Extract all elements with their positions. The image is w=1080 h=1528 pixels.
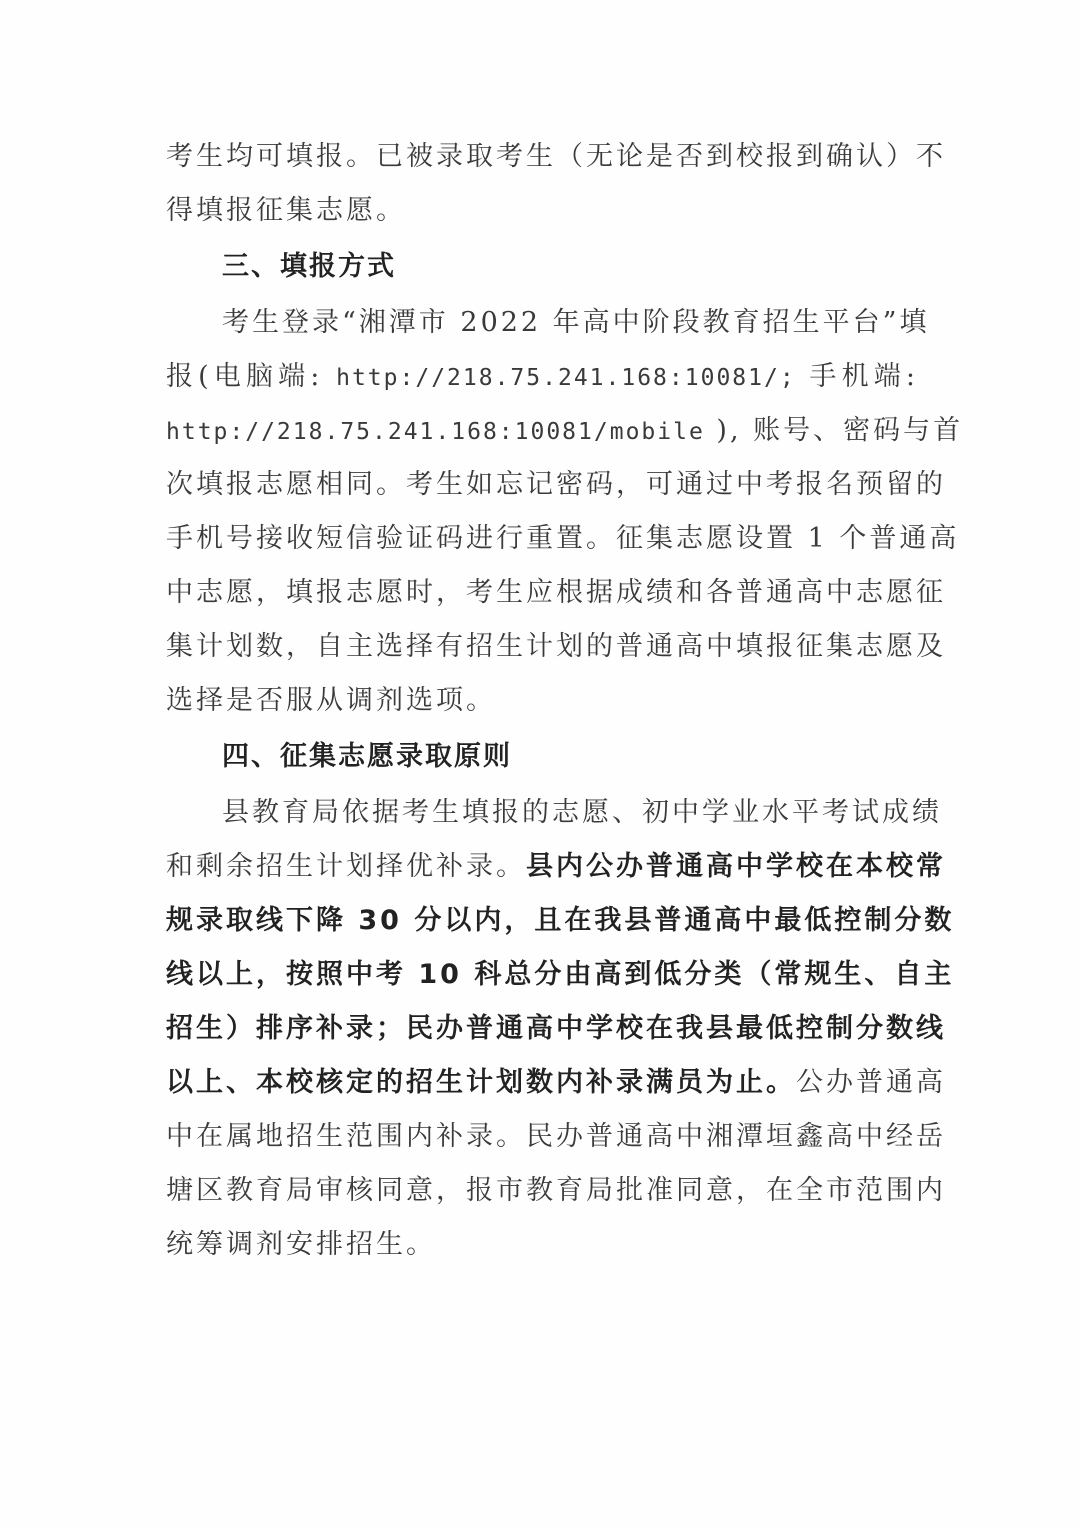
paragraph-line: 中在属地招生范围内补录。民办普通高中湘潭垣鑫高中经岳	[166, 1121, 946, 1152]
paragraph-line: 手机号接收短信验证码进行重置。征集志愿设置 1 个普通高	[166, 523, 960, 554]
paragraph-line: 统筹调剂安排招生。	[166, 1229, 436, 1260]
paragraph-line: 集计划数，自主选择有招生计划的普通高中填报征集志愿及	[166, 631, 946, 662]
text-segment: 报(电脑端:	[166, 361, 323, 392]
paragraph-line: 选择是否服从调剂选项。	[166, 685, 496, 716]
paragraph-line: 县教育局依据考生填报的志愿、初中学业水平考试成绩	[222, 797, 942, 828]
paragraph-line	[166, 840, 946, 894]
paragraph-line: 得填报征集志愿。	[166, 195, 406, 226]
bold-text-segment: 招生）排序补录；民办普通高中学校在我县最低控制分数线	[166, 1013, 946, 1044]
desktop-url-link[interactable]: http://218.75.241.168:10081/;	[336, 365, 796, 391]
paragraph-line: 次填报志愿相同。考生如忘记密码，可通过中考报名预留的	[166, 469, 946, 500]
paragraph-line: 考生均可填报。已被录取考生（无论是否到校报到确认）不	[166, 141, 946, 172]
bold-text-segment: 县内公办普通高中学校在本校常	[526, 851, 946, 882]
paragraph-line: 中志愿，填报志愿时，考生应根据成绩和各普通高中志愿征	[166, 577, 946, 608]
bold-text-segment: 以上、本校核定的招生计划数内补录满员为止。	[166, 1067, 796, 1098]
text-segment: 和剩余招生计划择优补录。	[166, 851, 526, 882]
text-segment: ), 账号、密码与首	[716, 415, 964, 446]
bold-text-segment: 规录取线下降 30 分以内，且在我县普通高中最低控制分数	[166, 905, 955, 936]
bold-text-segment: 线以上，按照中考 10 科总分由高到低分类（常规生、自主	[166, 959, 955, 990]
section-heading-3: 三、填报方式	[222, 251, 396, 282]
document-body	[166, 130, 964, 1272]
mobile-url-link[interactable]: http://218.75.241.168:10081/mobile	[166, 419, 705, 445]
text-segment: 手机端:	[809, 361, 918, 392]
text-segment: 公办普通高	[796, 1067, 946, 1098]
paragraph-line: 考生登录“湘潭市 2022 年高中阶段教育招生平台”填	[222, 307, 930, 338]
paragraph-line: 塘区教育局审核同意，报市教育局批准同意，在全市范围内	[166, 1175, 946, 1206]
paragraph-line	[166, 1002, 946, 1056]
paragraph-line	[166, 894, 955, 948]
paragraph-line	[166, 404, 964, 458]
paragraph-line	[166, 948, 955, 1002]
section-heading-4: 四、征集志愿录取原则	[222, 741, 512, 772]
paragraph-line	[166, 350, 918, 404]
paragraph-line	[166, 1056, 946, 1110]
